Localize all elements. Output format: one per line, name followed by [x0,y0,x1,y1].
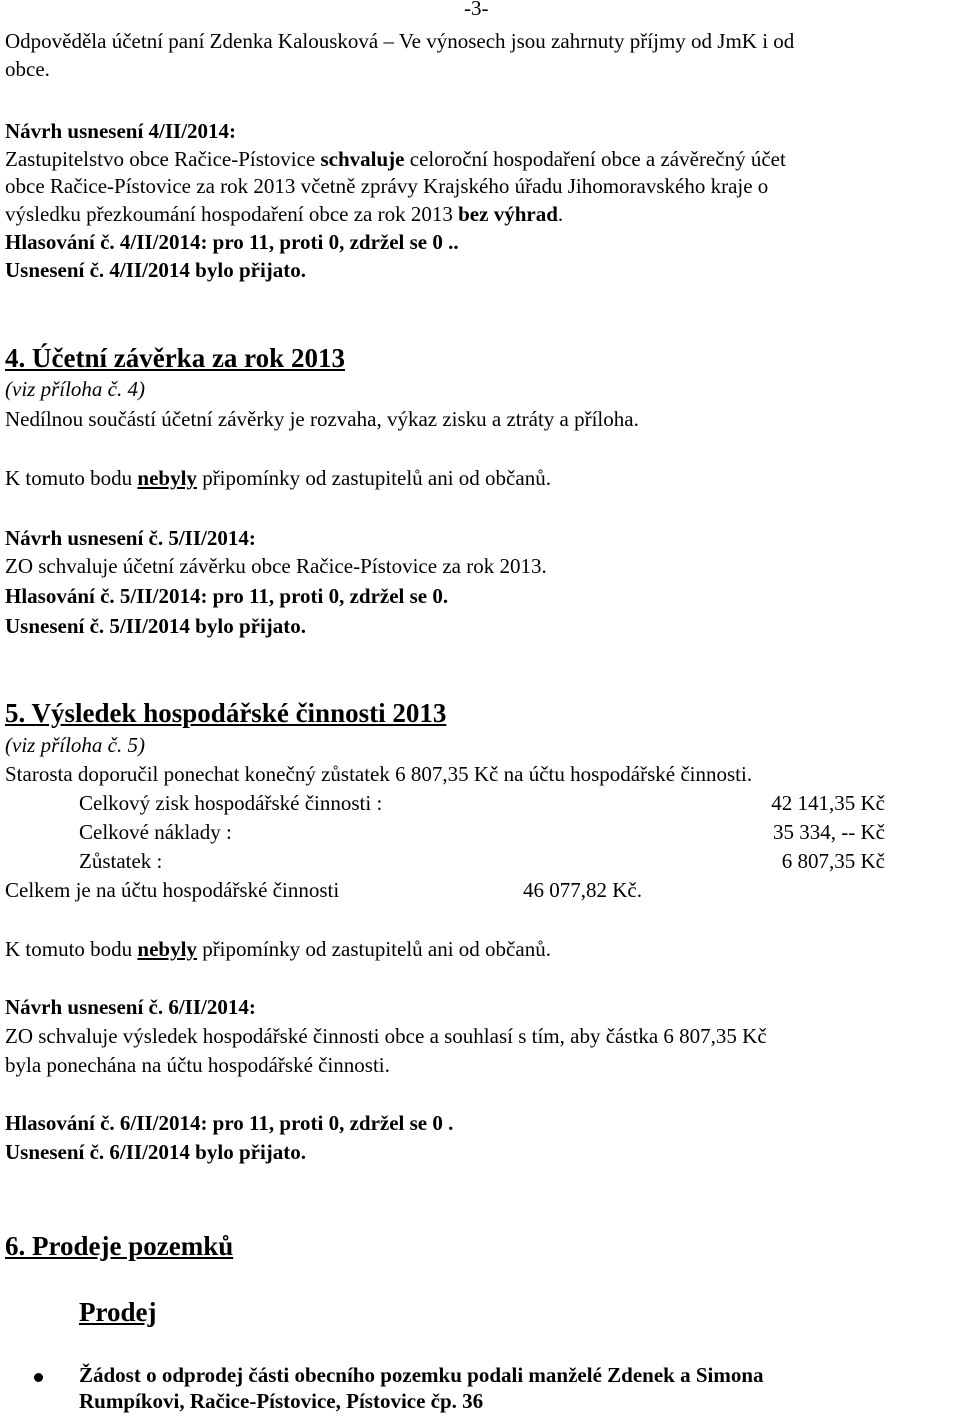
summary-value-costs: 35 334, -- Kč [773,820,885,844]
section-4-remark [5,466,551,490]
text: K tomuto bodu [5,937,138,961]
section-6-subheading: Prodej [79,1297,157,1327]
result-6: Usnesení č. 6/II/2014 bylo přijato. [5,1140,307,1164]
summary-label-costs: Celkové náklady : [79,820,232,844]
bullet-dot [34,1373,43,1382]
section-6-heading: 6. Prodeje pozemků [5,1231,234,1261]
proposal-4-line-3 [5,202,563,226]
proposal-4-title: Návrh usnesení 4/II/2014: [5,119,237,143]
summary-label-balance: Zůstatek : [79,849,163,873]
section-4-ref: (viz příloha č. 4) [5,377,145,401]
summary-label-profit: Celkový zisk hospodářské činnosti : [79,791,383,815]
proposal-5-text: ZO schvaluje účetní závěrku obce Račice-Pístovice za rok 2013. [5,554,547,578]
text: K tomuto bodu [5,466,138,490]
section-5-heading: 5. Výsledek hospodářské činnosti 2013 [5,698,447,728]
vote-6: Hlasování č. 6/II/2014: pro 11, proti 0, zdržel se 0 . [5,1111,454,1135]
section-5-ref: (viz příloha č. 5) [5,733,145,757]
account-total-value: 46 077,82 Kč. [523,878,642,902]
text: celoroční hospodaření obce a závěrečný účet [404,147,786,171]
proposal-6-title: Návrh usnesení č. 6/II/2014: [5,995,256,1019]
proposal-6-line-1: ZO schvaluje výsledek hospodářské činnosti obce a souhlasí s tím, aby částka 6 807,35 Kč [5,1024,767,1048]
section-5-text: Starosta doporučil ponechat konečný zůstatek 6 807,35 Kč na účtu hospodářské činnosti. [5,762,753,786]
vote-5: Hlasování č. 5/II/2014: pro 11, proti 0, zdržel se 0. [5,584,449,608]
text: připomínky od zastupitelů ani od občanů. [196,466,551,490]
section-5-remark [5,937,551,961]
proposal-4-line-1 [5,147,786,171]
text: . [557,202,564,226]
text: připomínky od zastupitelů ani od občanů. [196,937,551,961]
account-total-label: Celkem je na účtu hospodářské činnosti [5,878,340,902]
page-number: -3- [464,0,489,20]
result-5: Usnesení č. 5/II/2014 bylo přijato. [5,614,307,638]
text-bold: schvaluje [320,147,405,171]
intro-line-1: Odpověděla účetní paní Zdenka Kalousková – Ve výnosech jsou zahrnuty příjmy od JmK i od [5,29,795,53]
text-bold: bez výhrad [458,202,558,226]
section-4-text: Nedílnou součástí účetní závěrky je rozvaha, výkaz zisku a ztráty a příloha. [5,407,639,431]
summary-value-balance: 6 807,35 Kč [781,849,885,873]
proposal-5-title: Návrh usnesení č. 5/II/2014: [5,526,256,550]
result-4: Usnesení č. 4/II/2014 bylo přijato. [5,258,307,282]
proposal-4-line-2: obce Račice-Pístovice za rok 2013 včetně zprávy Krajského úřadu Jihomoravského kraje o [5,174,769,198]
summary-value-profit: 42 141,35 Kč [771,791,885,815]
proposal-6-line-2: byla ponechána na účtu hospodářské činnosti. [5,1053,390,1077]
text-underlined: nebyly [137,466,197,490]
section-4-heading: 4. Účetní závěrka za rok 2013 [5,343,345,373]
text: výsledku přezkoumání hospodaření obce za rok 2013 [5,202,459,226]
text-underlined: nebyly [137,937,197,961]
bullet-line-2: Rumpíkovi, Račice-Pístovice, Pístovice čp. 36 [79,1389,484,1413]
vote-4: Hlasování č. 4/II/2014: pro 11, proti 0, zdržel se 0 .. [5,230,459,254]
bullet-line-1: Žádost o odprodej části obecního pozemku podali manželé Zdenek a Simona [79,1363,764,1387]
text: Zastupitelstvo obce Račice-Pístovice [5,147,321,171]
intro-line-2: obce. [5,57,50,81]
